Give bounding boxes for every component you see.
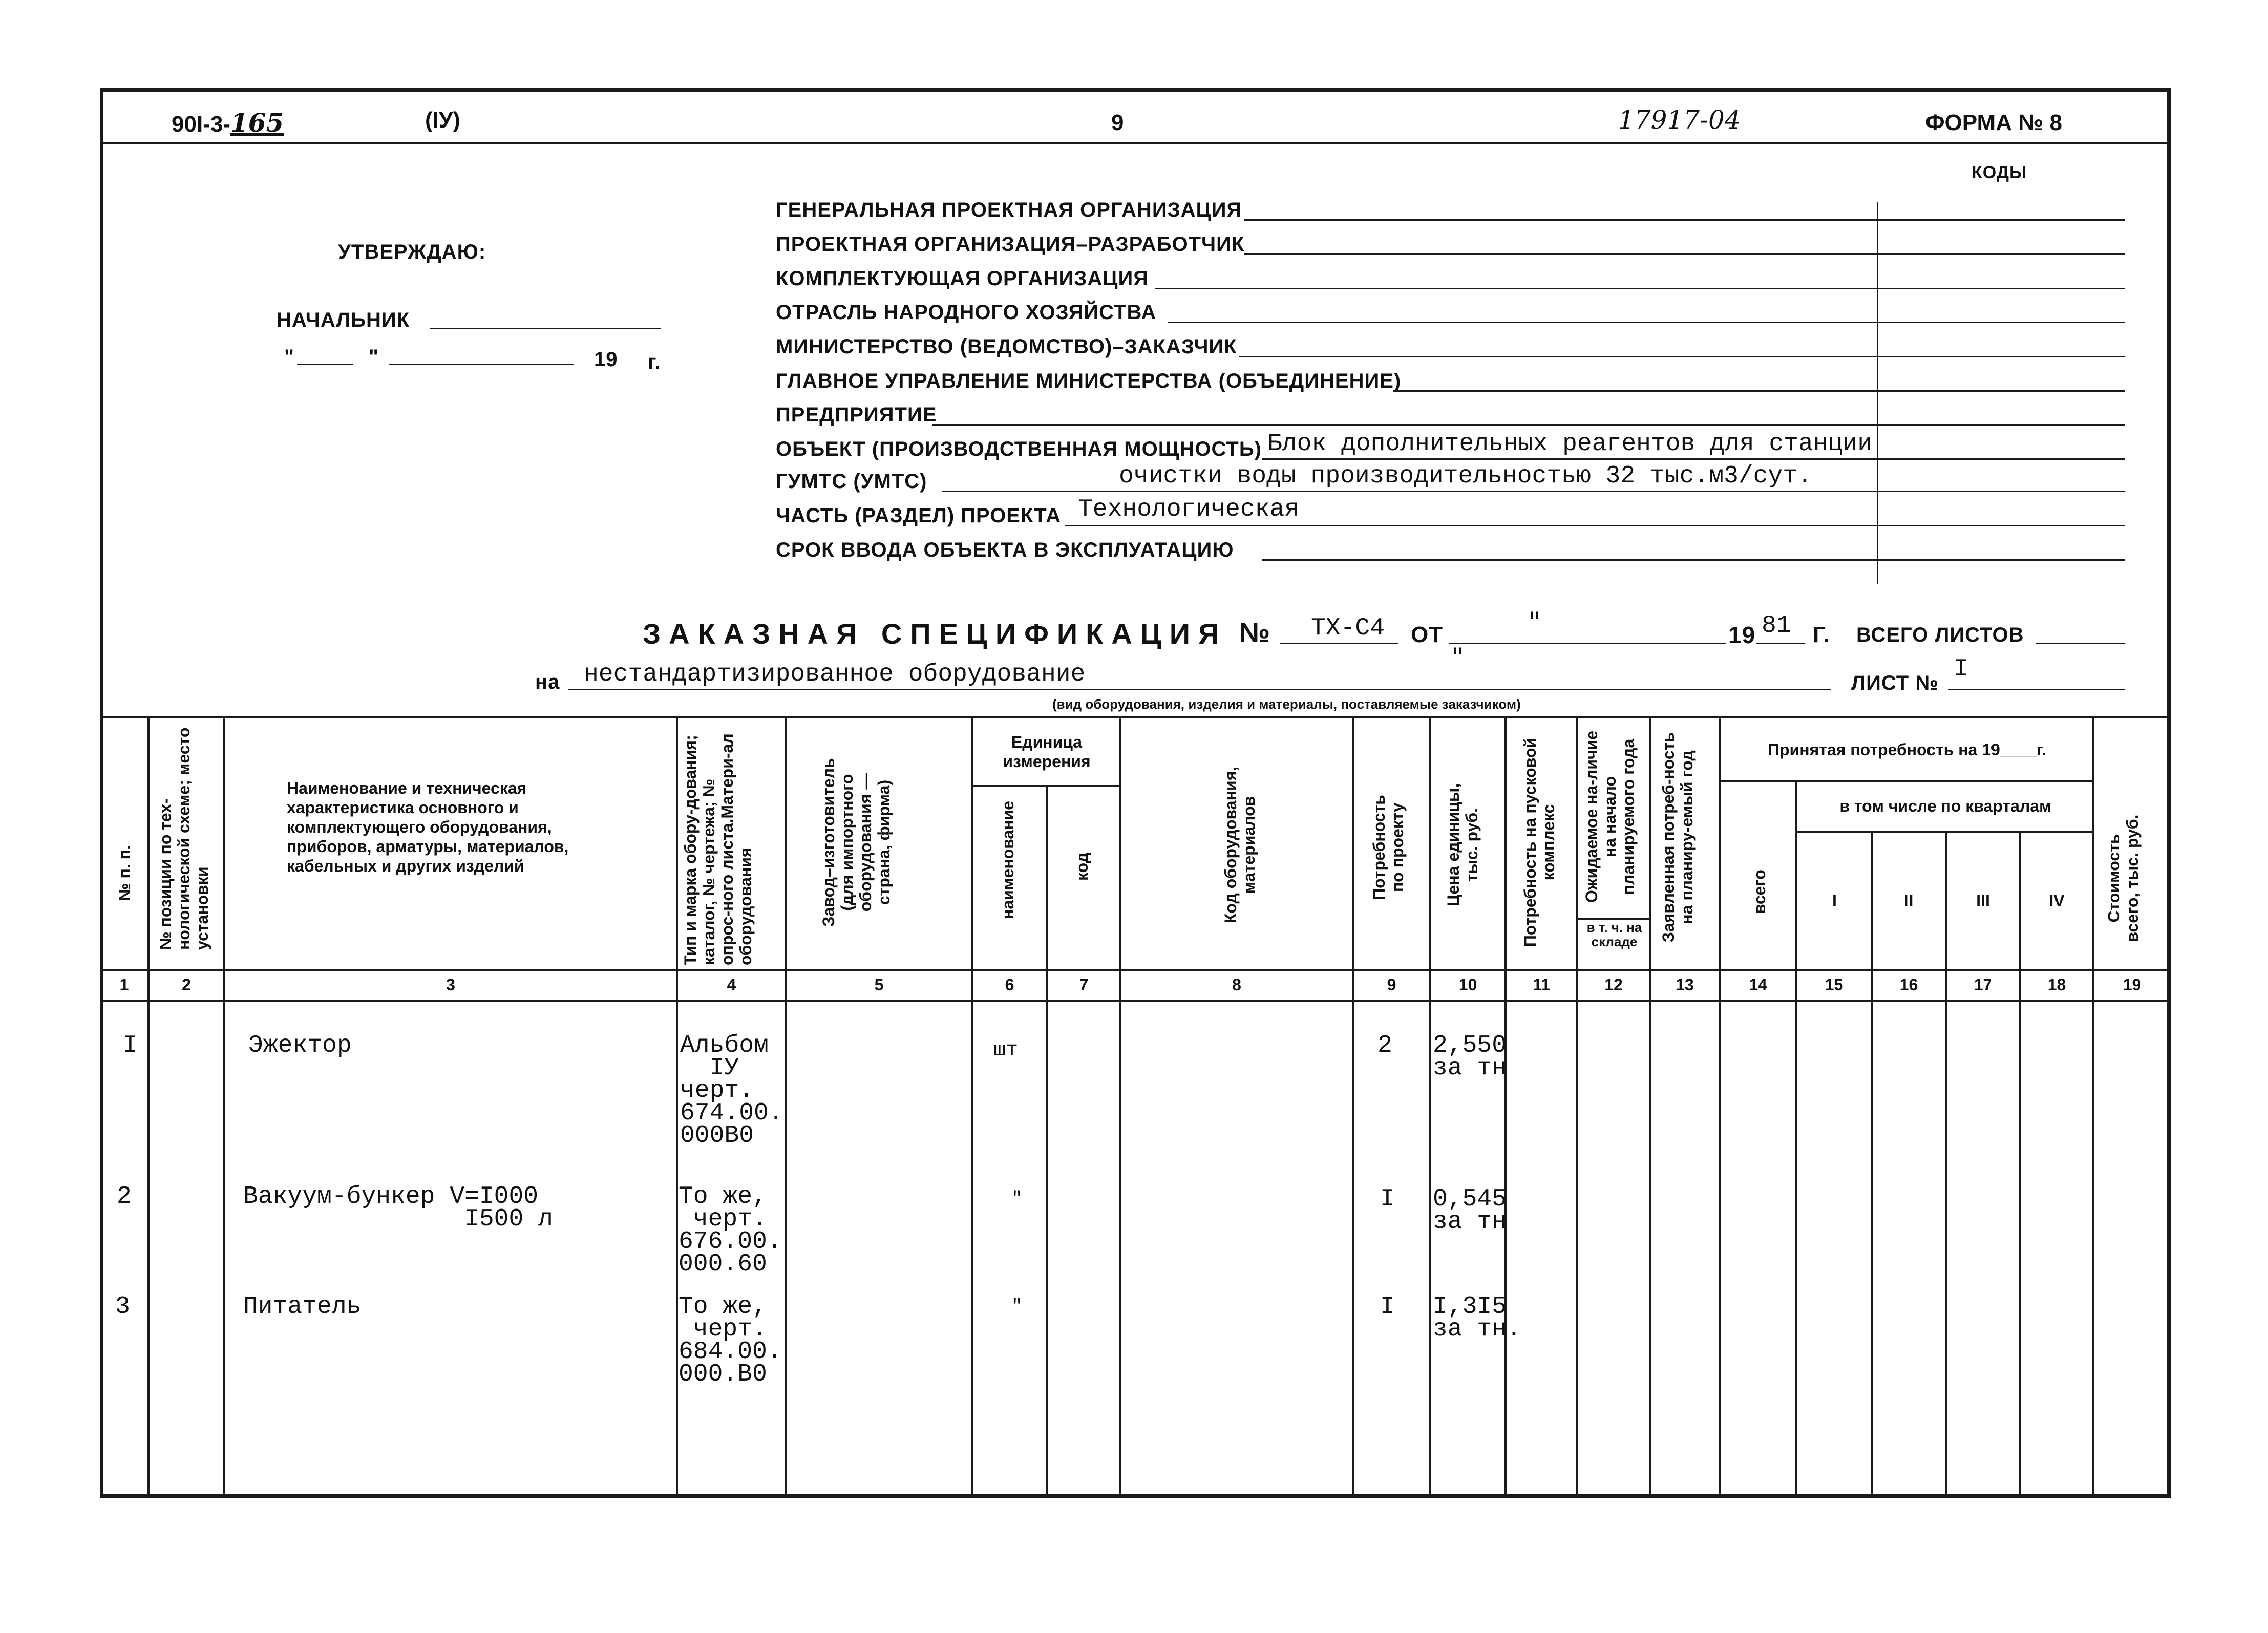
col-number: 11 <box>1533 975 1550 994</box>
spec-number-label: № <box>1239 618 1271 648</box>
doc-code-hand: 165 <box>230 108 284 138</box>
col-number: 10 <box>1458 975 1477 994</box>
org-label-object: ОБЪЕКТ (ПРОИЗВОДСТВЕННАЯ МОЩНОСТЬ) <box>776 438 1262 460</box>
row-1-number: I <box>123 1032 138 1059</box>
col-header-4-text: Тип и марка обору-дования; каталог, № чертежа; № опрос-ного листа.Матери-ал оборудования <box>681 733 755 965</box>
spec-from-label: ОТ <box>1411 622 1444 647</box>
col-header-13-text: Заявленная потреб-ность на планиру-емый год <box>1659 732 1696 943</box>
col-header-5 <box>819 745 893 940</box>
col-header-2-text: № позиции по тех-нологической схеме; место установки <box>156 727 211 950</box>
col-number: 4 <box>727 975 736 994</box>
section-value: Технологическая <box>1078 496 1300 523</box>
row-3-unit: " <box>1011 1296 1023 1317</box>
approve-label: УТВЕРЖДАЮ: <box>338 241 486 263</box>
quarters-group-header: в том числе по кварталам <box>1839 797 2051 815</box>
col-number: 7 <box>1079 975 1089 994</box>
col-number: 2 <box>182 975 191 994</box>
date-quote-open: " <box>284 346 294 368</box>
org-label-supplier: КОМПЛЕКТУЮЩАЯ ОРГАНИЗАЦИЯ <box>776 267 1149 290</box>
date-quote-close: " <box>369 346 379 368</box>
col-header-9-text: Потребность по проекту <box>1370 795 1407 900</box>
row-1-unit: шт <box>993 1039 1019 1062</box>
col-number: 9 <box>1387 975 1396 994</box>
row-3-qty: I <box>1380 1293 1395 1321</box>
quarter-1: I <box>1832 892 1837 910</box>
object-value: Блок дополнительных реагентов для станции <box>1267 430 1872 458</box>
row-3-number: 3 <box>115 1293 130 1321</box>
col-header-10-text: Цена единицы, тыс. руб. <box>1444 783 1481 907</box>
date-year-prefix: 19 <box>594 348 618 371</box>
row-1-qty: 2 <box>1377 1032 1392 1059</box>
row-2-price: 0,545 за тн <box>1433 1185 1507 1236</box>
row-2-qty: I <box>1380 1185 1395 1213</box>
total-sheets-label: ВСЕГО ЛИСТОВ <box>1856 624 2024 646</box>
col-number: 6 <box>1005 975 1014 994</box>
chief-label: НАЧАЛЬНИК <box>277 309 410 331</box>
row-1-price: 2,550 за тн <box>1433 1032 1507 1082</box>
doc-code-prefix: 90I-3- <box>172 112 230 137</box>
row-2-number: 2 <box>117 1183 132 1211</box>
col-number: 5 <box>874 975 884 994</box>
form-label: ФОРМА № 8 <box>1925 110 2062 135</box>
org-label-developer: ПРОЕКТНАЯ ОРГАНИЗАЦИЯ–РАЗРАБОТЧИК <box>776 233 1245 256</box>
date-year-suffix: г. <box>648 351 661 373</box>
col-number: 19 <box>2123 975 2142 994</box>
org-label-industry: ОТРАСЛЬ НАРОДНОГО ХОЗЯЙСТВА <box>776 301 1157 324</box>
org-label-enterprise: ПРЕДПРИЯТИЕ <box>776 404 937 426</box>
col-number: 8 <box>1232 975 1241 994</box>
quarter-2: II <box>1904 892 1914 910</box>
col-number: 15 <box>1825 975 1843 994</box>
col-header-5-text: Завод–изготовитель (для импортного оборудования —страна, фирма) <box>819 758 893 927</box>
row-2-name: Вакуум-бункер V=I000 I500 л <box>243 1183 553 1233</box>
row-3-price: I,3I5 за тн. <box>1433 1293 1521 1343</box>
col-header-19-text: Стоимость всего, тыс. руб. <box>2105 814 2142 942</box>
col-header-3: Наименование и техническая характеристика основного и комплектующего оборудования, приборов, арматуры, материалов, кабельных и других изделий <box>287 779 569 875</box>
gumts-value: очистки воды производительностью 32 тыс.м3/сут. <box>1119 462 1812 490</box>
row-3-name: Питатель <box>243 1293 362 1321</box>
col-header-11 <box>1521 735 1558 950</box>
spec-year-suffix: Г. <box>1813 622 1830 647</box>
col-header-19 <box>2105 812 2142 945</box>
col-number: 16 <box>1899 975 1918 994</box>
col-header-2 <box>156 725 211 950</box>
col-number: 13 <box>1676 975 1694 994</box>
spec-title: ЗАКАЗНАЯ СПЕЦИФИКАЦИЯ <box>643 618 1227 650</box>
col-header-8-text: Код оборудования, материалов <box>1221 766 1258 924</box>
col-number: 14 <box>1749 975 1767 994</box>
col-header-12 <box>1582 719 1638 914</box>
accepted-group-header: Принятая потребность на 19____г. <box>1768 740 2046 759</box>
row-3-type: То же, черт. 684.00. 000.В0 <box>679 1293 782 1388</box>
spec-date-quote-2: " <box>1452 643 1464 672</box>
on-label: на <box>535 671 560 693</box>
col-header-14: всего <box>1750 869 1769 914</box>
org-label-general: ГЕНЕРАЛЬНАЯ ПРОЕКТНАЯ ОРГАНИЗАЦИЯ <box>776 199 1242 221</box>
quarter-4: IV <box>2049 892 2065 910</box>
col-header-13 <box>1659 725 1696 950</box>
spec-number: ТХ-С4 <box>1311 614 1385 642</box>
col-header-8 <box>1221 753 1258 937</box>
col-header-12-text: Ожидаемое на-личие на начало планируемого года <box>1582 730 1638 903</box>
inventory-number: 17917-04 <box>1618 105 1741 135</box>
col-header-4 <box>681 725 755 965</box>
on-value: нестандартизированное оборудование <box>584 661 1086 688</box>
col-header-12-sub: в т. ч. на складе <box>1586 920 1642 949</box>
col-number: 1 <box>119 975 129 994</box>
volume-label: (IУ) <box>425 108 460 133</box>
row-2-unit: " <box>1011 1189 1023 1210</box>
spec-year: 81 <box>1762 612 1791 640</box>
org-label-section: ЧАСТЬ (РАЗДЕЛ) ПРОЕКТА <box>776 504 1062 527</box>
col-number: 17 <box>1974 975 1993 994</box>
col-header-7: код <box>1073 852 1091 881</box>
codes-label: КОДЫ <box>1972 163 2027 182</box>
quarter-3: III <box>1976 892 1990 910</box>
unit-group-header: Единица измерения <box>1003 733 1091 771</box>
col-number: 3 <box>446 975 455 994</box>
org-label-gumts: ГУМТС (УМТС) <box>776 470 927 493</box>
equipment-type-note: (вид оборудования, изделия и материалы, поставляемые заказчиком) <box>1052 696 1521 712</box>
col-number: 18 <box>2047 975 2066 994</box>
org-label-directorate: ГЛАВНОЕ УПРАВЛЕНИЕ МИНИСТЕРСТВА (ОБЪЕДИНЕНИЕ) <box>776 370 1402 392</box>
row-1-type: Альбом IУ черт. 674.00. 000В0 <box>680 1032 783 1150</box>
row-2-type: То же, черт. 676.00. 000.60 <box>679 1183 782 1278</box>
spec-year-prefix: 19 <box>1728 622 1756 648</box>
col-header-9 <box>1370 783 1407 911</box>
col-header-6: наименование <box>999 801 1017 919</box>
org-label-deadline: СРОК ВВОДА ОБЪЕКТА В ЭКСПЛУАТАЦИЮ <box>776 539 1234 561</box>
col-header-11-text: Потребность на пусковой комплекс <box>1521 737 1558 947</box>
row-1-name: Эжектор <box>248 1032 352 1059</box>
sheet-number: I <box>1954 655 1968 683</box>
col-header-1: № п. п. <box>115 845 134 901</box>
spec-date-quote: " <box>1529 607 1540 637</box>
page-number: 9 <box>1111 110 1124 135</box>
org-label-ministry: МИНИСТЕРСТВО (ВЕДОМСТВО)–ЗАКАЗЧИК <box>776 335 1237 358</box>
col-number: 12 <box>1604 975 1623 994</box>
sheet-label: ЛИСТ № <box>1851 672 1939 694</box>
col-header-10 <box>1444 778 1481 911</box>
